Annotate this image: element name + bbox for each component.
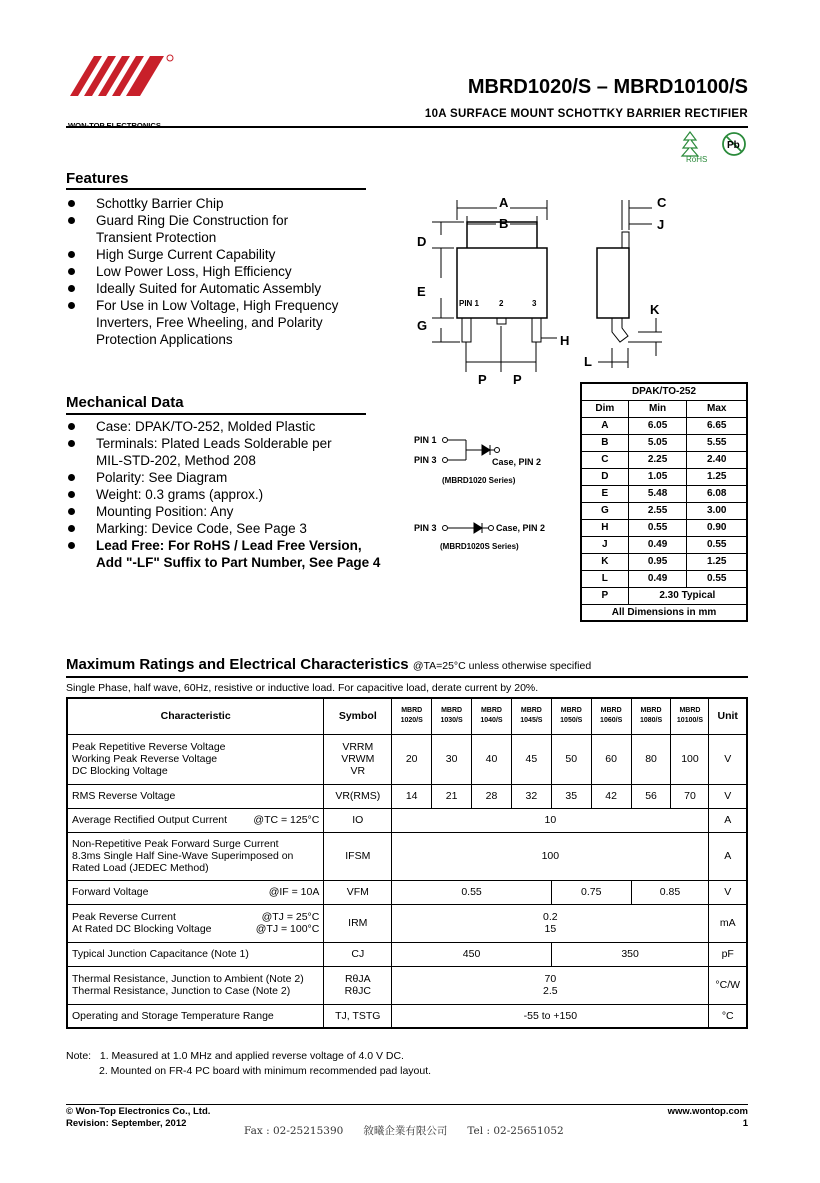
dim-row: K 0.95 1.25 (581, 553, 747, 570)
ratings-rule (66, 676, 748, 678)
row-forward-voltage: Forward Voltage @IF = 10A VFM 0.55 0.75 0.85 V (67, 880, 747, 904)
dim-header: Min (628, 400, 687, 417)
dim-row: A 6.05 6.65 (581, 417, 747, 434)
dimensions-table (580, 382, 748, 622)
dim-table-title: DPAK/TO-252 (581, 383, 747, 400)
feature-item: Guard Ring Die Construction for Transient Protection (66, 212, 396, 246)
col-part-10100: MBRD 10100/S (671, 698, 709, 734)
company-logo (66, 52, 178, 132)
dim-header: Max (687, 400, 747, 417)
pin-diagrams (412, 430, 572, 560)
col-part-1060: MBRD 1060/S (591, 698, 631, 734)
row-output-current: Average Rectified Output Current @TC = 125°C IO 10 A (67, 808, 747, 832)
ratings-condition: @TA=25°C unless otherwise specified (412, 660, 592, 672)
notes-label: Note: (66, 1050, 92, 1062)
dim-label-c: C (657, 195, 667, 210)
footer-website[interactable]: www.wontop.com (667, 1106, 748, 1117)
footer-revision: Revision: September, 2012 (66, 1118, 187, 1129)
footer-fax-line: Fax : 02-25215390 敘曦企業有限公司 Tel : 02-25651052 (244, 1125, 564, 1137)
ratings-note: Single Phase, half wave, 60Hz, resistive or inductive load. For capacitive load, derate current by 20%. (66, 682, 539, 694)
mechanical-item: Mounting Position: Any (66, 503, 406, 520)
row-temperature-range: Operating and Storage Temperature Range TJ, TSTG -55 to +150 °C (67, 1004, 747, 1028)
rohs-pb-free-badges (680, 126, 748, 164)
diagram1-pin1: PIN 1 (414, 435, 437, 445)
feature-item: Low Power Loss, High Efficiency (66, 263, 396, 280)
diagram2-caption: (MBRD1020S Series) (440, 542, 519, 551)
note-2: 2. Mounted on FR-4 PC board with minimum recommended pad layout. (99, 1065, 432, 1077)
col-part-1040: MBRD 1040/S (472, 698, 512, 734)
dim-label-b: B (499, 216, 509, 231)
feature-item: Ideally Suited for Automatic Assembly (66, 280, 396, 297)
page-number: 1 (742, 1118, 748, 1129)
col-part-1050: MBRD 1050/S (551, 698, 591, 734)
col-part-1030: MBRD 1030/S (432, 698, 472, 734)
col-part-1045: MBRD 1045/S (511, 698, 551, 734)
col-characteristic: Characteristic (67, 698, 324, 734)
dim-label-k: K (650, 302, 660, 317)
ratings-heading: Maximum Ratings and Electrical Characteristics @TA=25°C unless otherwise specified (66, 656, 592, 673)
pb-free-icon (723, 133, 745, 155)
row-junction-capacitance: Typical Junction Capacitance (Note 1) CJ 450 350 pF (67, 942, 747, 966)
dim-label-p1: P (478, 372, 487, 387)
row-thermal-resistance: Thermal Resistance, Junction to Ambient (Note 2) Thermal Resistance, Junction to Case (Note 2) RθJA RθJC 70 2.5 °C/W (67, 966, 747, 1004)
package-outline-drawing (412, 190, 672, 390)
dim-label-a: A (499, 195, 509, 210)
feature-item: For Use in Low Voltage, High Frequency Inverters, Free Wheeling, and Polarity Protection Applications (66, 297, 396, 348)
feature-item: Schottky Barrier Chip (66, 195, 396, 212)
dim-label-p2: P (513, 372, 522, 387)
col-part-1080: MBRD 1080/S (631, 698, 671, 734)
page-subtitle: 10A SURFACE MOUNT SCHOTTKY BARRIER RECTIFIER (424, 108, 748, 120)
dim-table-footer: All Dimensions in mm (581, 604, 747, 621)
mechanical-item: Polarity: See Diagram (66, 469, 406, 486)
diagram2-case: Case, PIN 2 (496, 523, 546, 533)
dim-label-d: D (417, 234, 427, 249)
features-list (66, 195, 396, 348)
mechanical-rule (66, 413, 366, 415)
dim-row: L 0.49 0.55 (581, 570, 747, 587)
dim-row: H 0.55 0.90 (581, 519, 747, 536)
mechanical-item-lead-free: Lead Free: For RoHS / Lead Free Version, Add "-LF" Suffix to Part Number, See Page 4 (66, 537, 406, 571)
dim-label-j: J (657, 217, 665, 232)
header-divider (66, 126, 748, 128)
dim-row: C 2.25 2.40 (581, 451, 747, 468)
pkg-pin1-label: PIN 1 (459, 299, 480, 308)
mechanical-list (66, 418, 406, 571)
row-surge-current: Non-Repetitive Peak Forward Surge Current 8.3ms Single Half Sine-Wave Superimposed on Rated Load (JEDEC Method) IFSM 100 A (67, 832, 747, 880)
row-rms-voltage: RMS Reverse Voltage VR(RMS) 14 21 28 32 35 42 56 70 V (67, 784, 747, 808)
diagram1-case: Case, PIN 2 (492, 457, 542, 467)
dim-label-h: H (560, 333, 570, 348)
dim-row: D 1.05 1.25 (581, 468, 747, 485)
dim-row: B 5.05 5.55 (581, 434, 747, 451)
mechanical-item: Case: DPAK/TO-252, Molded Plastic (66, 418, 406, 435)
mechanical-heading: Mechanical Data (66, 394, 184, 411)
mechanical-item: Weight: 0.3 grams (approx.) (66, 486, 406, 503)
dim-label-e: E (417, 284, 426, 299)
col-symbol: Symbol (324, 698, 392, 734)
dim-label-g: G (417, 318, 428, 333)
page-title: MBRD1020/S – MBRD10100/S (467, 76, 748, 98)
pkg-pin2-label: 2 (499, 299, 504, 308)
dim-header: Dim (581, 400, 628, 417)
diagram1-pin3: PIN 3 (414, 455, 437, 465)
col-part-1020: MBRD 1020/S (392, 698, 432, 734)
dim-row-p: P 2.30 Typical (581, 587, 747, 604)
mechanical-item: Marking: Device Code, See Page 3 (66, 520, 406, 537)
row-reverse-current: @TJ = 25°C Peak Reverse Current @TJ = 100°C At Rated DC Blocking Voltage IRM 0.2 15 mA (67, 904, 747, 942)
rohs-icon (682, 132, 698, 156)
footer-divider (66, 1104, 748, 1105)
col-unit: Unit (709, 698, 747, 734)
dim-row: G 2.55 3.00 (581, 502, 747, 519)
diagram2-pin3: PIN 3 (414, 523, 437, 533)
notes (66, 1049, 431, 1079)
dim-row: J 0.49 0.55 (581, 536, 747, 553)
rohs-label: RoHS (686, 155, 708, 164)
pb-label: Pb (727, 140, 740, 151)
row-reverse-voltage: Peak Repetitive Reverse Voltage Working Peak Reverse Voltage DC Blocking Voltage VRRM VRWM VR 20 30 40 45 50 60 80 100 V (67, 734, 747, 784)
mechanical-item: Terminals: Plated Leads Solderable per MIL-STD-202, Method 208 (66, 435, 406, 469)
diagram1-caption: (MBRD1020 Series) (442, 476, 516, 485)
note-1: 1. Measured at 1.0 MHz and applied reverse voltage of 4.0 V DC. (99, 1050, 404, 1062)
feature-item: High Surge Current Capability (66, 246, 396, 263)
pkg-pin3-label: 3 (532, 299, 537, 308)
ratings-table (66, 697, 748, 1029)
features-rule (66, 188, 366, 190)
footer-copyright: © Won-Top Electronics Co., Ltd. Revision: September, 2012 (66, 1106, 211, 1129)
dim-row: E 5.48 6.08 (581, 485, 747, 502)
dim-label-l: L (584, 354, 592, 369)
features-heading: Features (66, 170, 129, 187)
